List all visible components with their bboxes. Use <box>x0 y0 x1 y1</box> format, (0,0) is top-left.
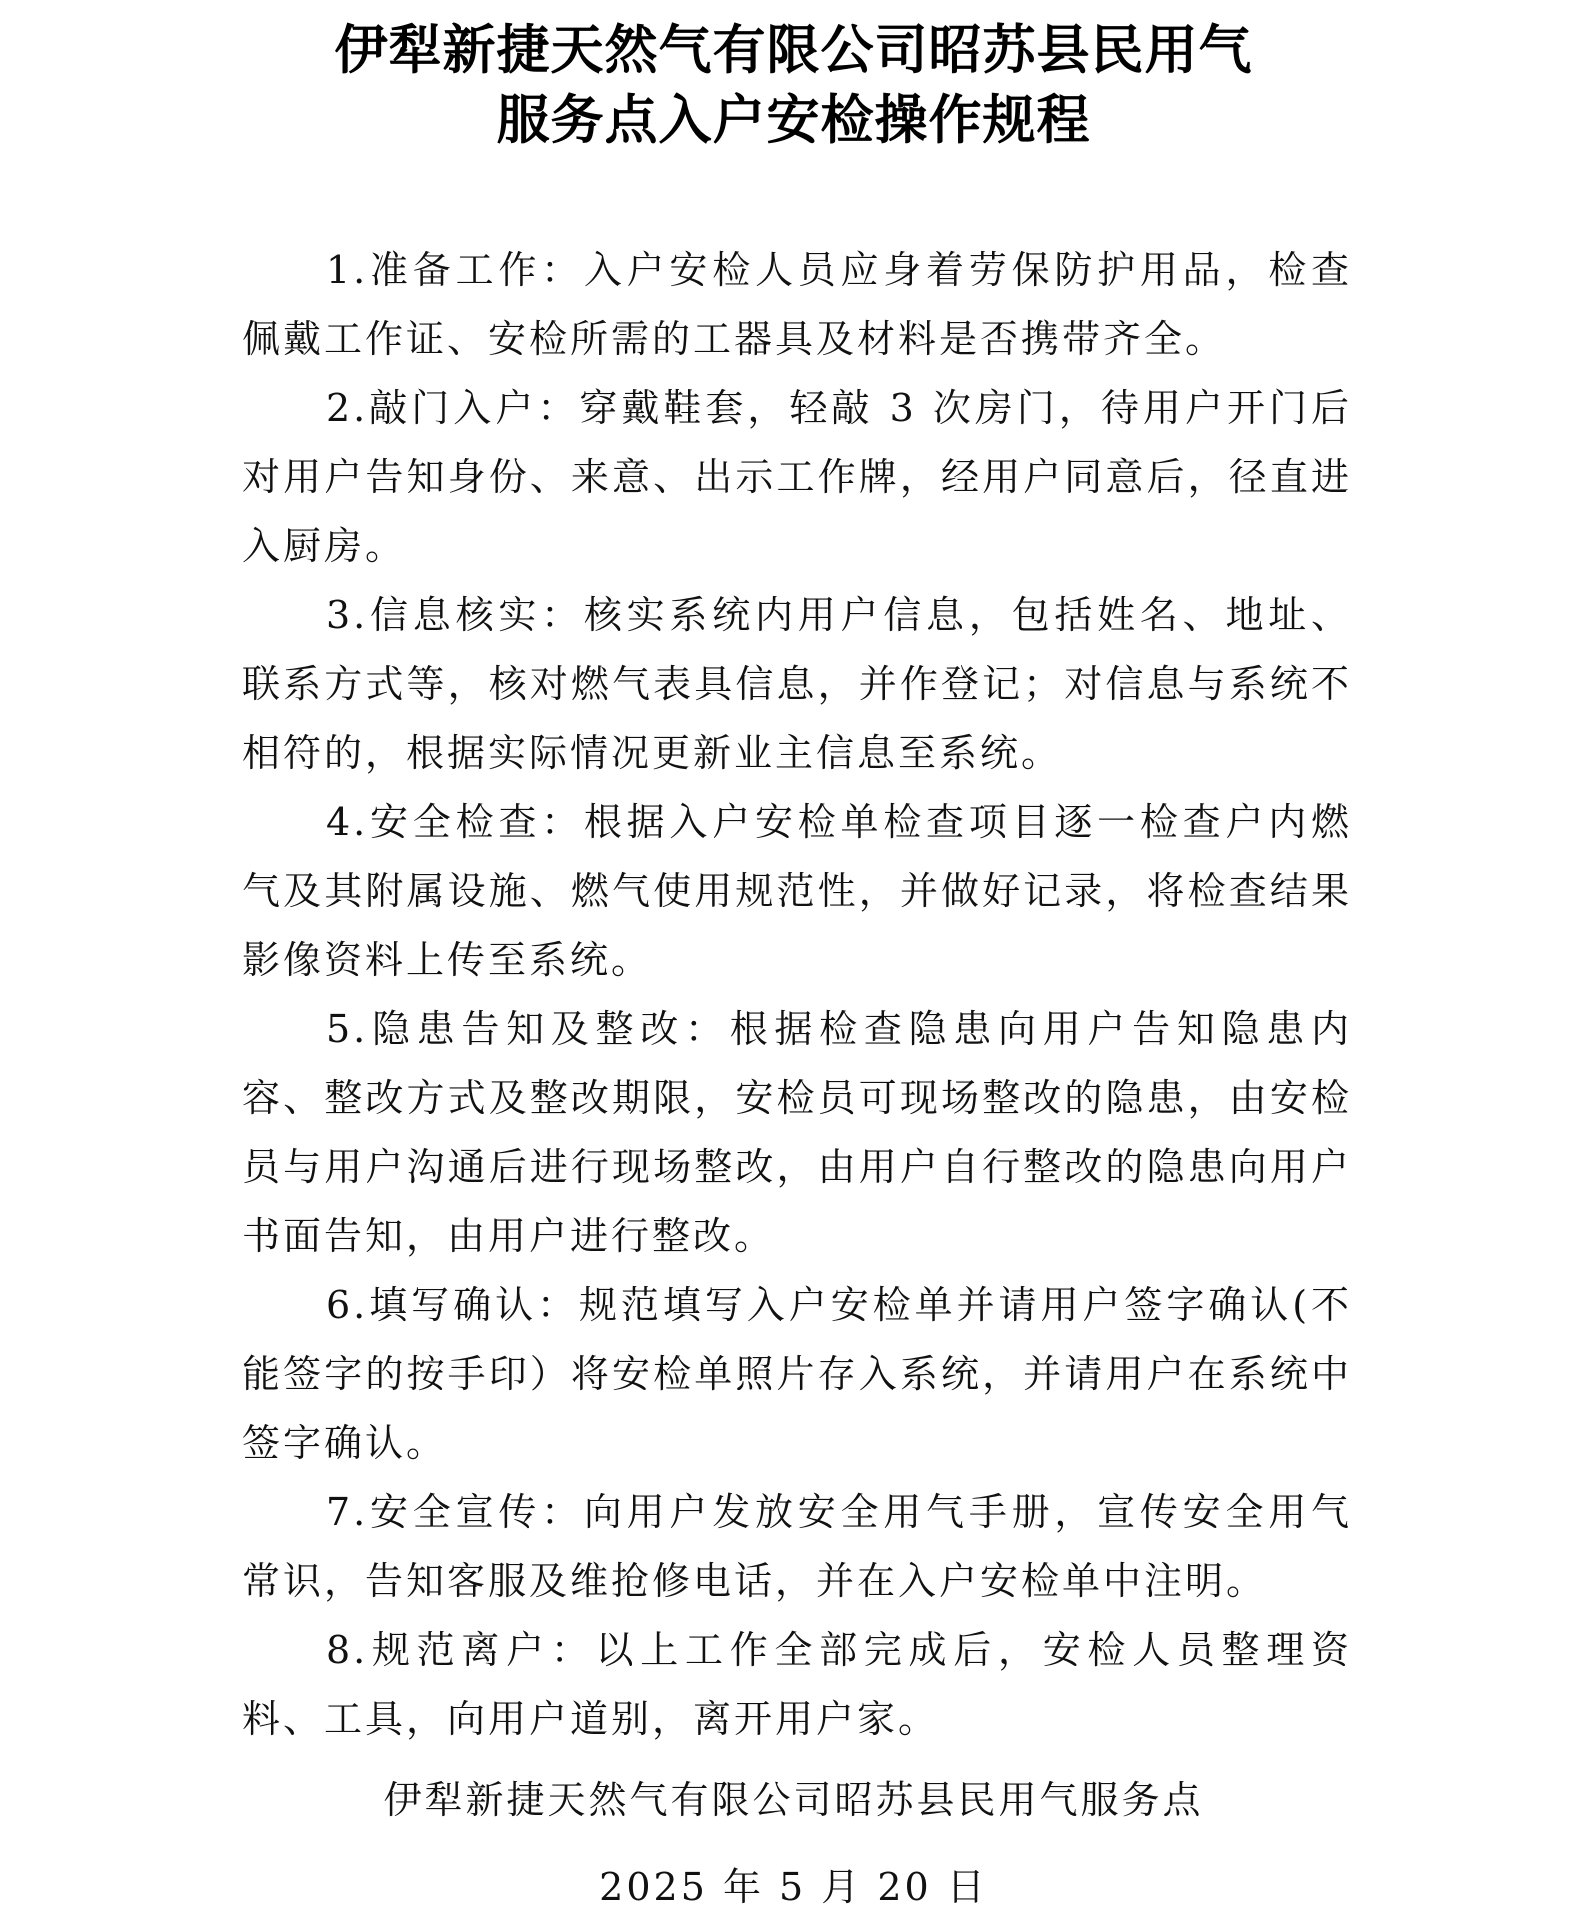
paragraph-preparation: 1.准备工作：入户安检人员应身着劳保防护用品，检查佩戴工作证、安检所需的工器具及材料是否携带齐全。 <box>242 248 1352 361</box>
document-body <box>242 236 1352 1754</box>
signature-organization: 伊犁新捷天然气有限公司昭苏县民用气服务点 <box>383 1778 1204 1822</box>
paragraph-information-verification: 3.信息核实：核实系统内用户信息，包括姓名、地址、联系方式等，核对燃气表具信息，并作登记；对信息与系统不相符的，根据实际情况更新业主信息至系统。 <box>242 593 1352 775</box>
paragraph-leave-household: 8.规范离户：以上工作全部完成后，安检人员整理资料、工具，向用户道别，离开用户家。 <box>242 1628 1352 1741</box>
paragraph-hazard-notification: 5.隐患告知及整改：根据检查隐患向用户告知隐患内容、整改方式及整改期限，安检员可现场整改的隐患，由安检员与用户沟通后进行现场整改，由用户自行整改的隐患向用户书面告知，由用户进行整改。 <box>242 1007 1352 1258</box>
document-title-line-2: 服务点入户安检操作规程 <box>496 89 1091 151</box>
paragraph-safety-inspection: 4.安全检查：根据入户安检单检查项目逐一检查户内燃气及其附属设施、燃气使用规范性，并做好记录，将检查结果影像资料上传至系统。 <box>242 800 1352 982</box>
document-title-line-1: 伊犁新捷天然气有限公司昭苏县民用气 <box>334 19 1253 81</box>
paragraph-safety-promotion: 7.安全宣传：向用户发放安全用气手册，宣传安全用气常识，告知客服及维抢修电话，并在入户安检单中注明。 <box>242 1490 1352 1603</box>
signature-date: 2025 年 5 月 20 日 <box>599 1865 988 1909</box>
paragraph-fill-and-confirm: 6.填写确认：规范填写入户安检单并请用户签字确认(不能签字的按手印）将安检单照片存入系统，并请用户在系统中签字确认。 <box>242 1283 1352 1465</box>
paragraph-knock-and-enter: 2.敲门入户：穿戴鞋套，轻敲 3 次房门，待用户开门后对用户告知身份、来意、出示工作牌，经用户同意后，径直进入厨房。 <box>242 386 1352 568</box>
